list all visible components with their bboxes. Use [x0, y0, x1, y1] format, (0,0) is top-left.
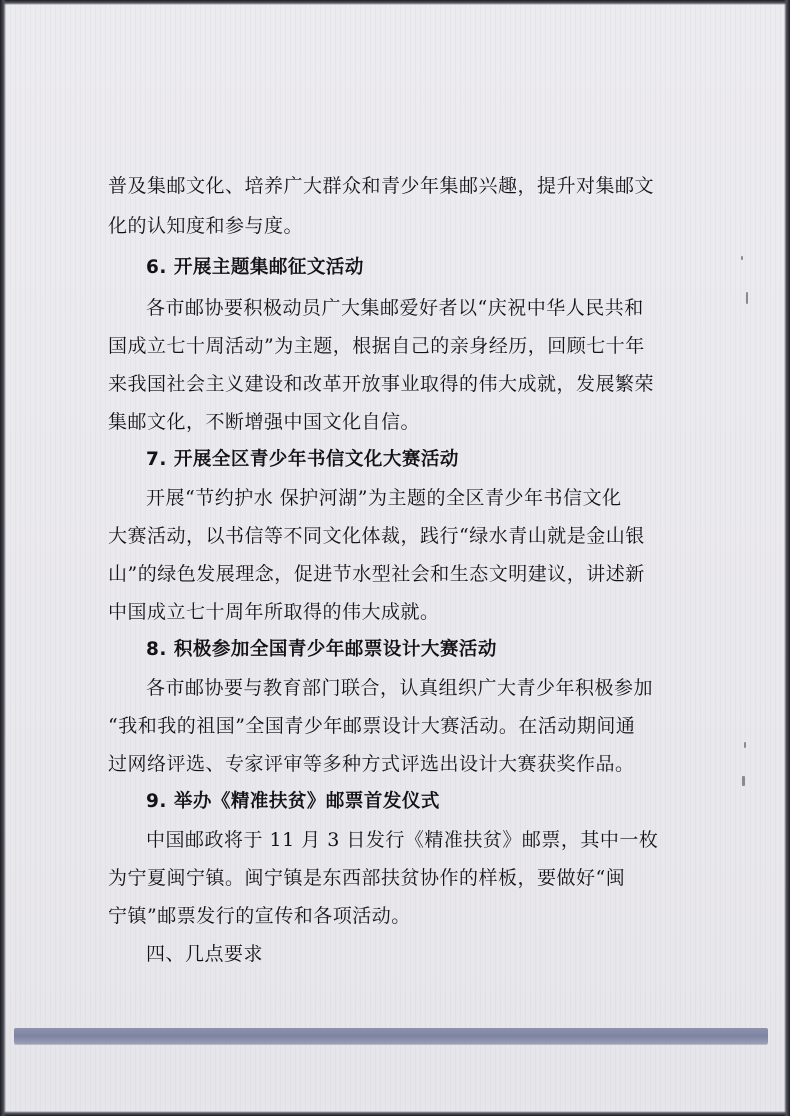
body-line: 山”的绿色发展理念，促进节水型社会和生态文明建议，讲述新 [108, 563, 645, 585]
body-line: 各市邮协要与教育部门联合，认真组织广大青少年积极参加 [146, 677, 654, 699]
section-heading: 6. 开展主题集邮征文活动 [146, 257, 364, 278]
body-line: 来我国社会主义建设和改革开放事业取得的伟大成就，发展繁荣 [108, 373, 655, 395]
body-line: 中国成立七十周年所取得的伟大成就。 [108, 601, 440, 623]
section-heading: 8. 积极参加全国青少年邮票设计大赛活动 [146, 639, 497, 660]
section-heading: 7. 开展全区青少年书信文化大赛活动 [146, 449, 459, 470]
body-line: 普及集邮文化、培养广大群众和青少年集邮兴趣，提升对集邮文 [108, 175, 655, 197]
body-line: 集邮文化，不断增强中国文化自信。 [108, 411, 421, 433]
body-line: 国成立七十周活动”为主题，根据自己的亲身经历，回顾七十年 [108, 335, 645, 357]
scan-speck [744, 742, 746, 748]
scan-edge-right [784, 0, 790, 1116]
body-line: 大赛活动，以书信等不同文化体裁，践行“绿水青山就是金山银 [108, 525, 645, 547]
scan-speck [741, 256, 743, 260]
body-line: 化的认知度和参与度。 [108, 215, 304, 237]
body-line: 过网络评选、专家评审等多种方式评选出设计大赛获奖作品。 [108, 753, 635, 775]
section-heading-plain: 四、几点要求 [146, 943, 264, 965]
scan-edge-left [0, 0, 6, 1116]
body-line: 开展“节约护水 保护河湖”为主题的全区青少年书信文化 [146, 487, 622, 509]
body-line: 宁镇”邮票发行的宣传和各项活动。 [108, 905, 411, 927]
body-line: 各市邮协要积极动员广大集邮爱好者以“庆祝中华人民共和 [146, 297, 644, 319]
body-line: 中国邮政将于 11 月 3 日发行《精准扶贫》邮票，其中一枚 [146, 829, 659, 851]
body-line: “我和我的祖国”全国青少年邮票设计大赛活动。在活动期间通 [108, 715, 636, 737]
scan-edge-bottom [0, 1111, 790, 1116]
body-line: 为宁夏闽宁镇。闽宁镇是东西部扶贫协作的样板，要做好“闽 [108, 867, 626, 889]
scan-edge-top [0, 0, 790, 5]
scan-speck [746, 292, 748, 304]
scan-speck [742, 776, 745, 786]
footer-bar [14, 1028, 768, 1044]
section-heading: 9. 举办《精准扶贫》邮票首发仪式 [146, 791, 440, 812]
